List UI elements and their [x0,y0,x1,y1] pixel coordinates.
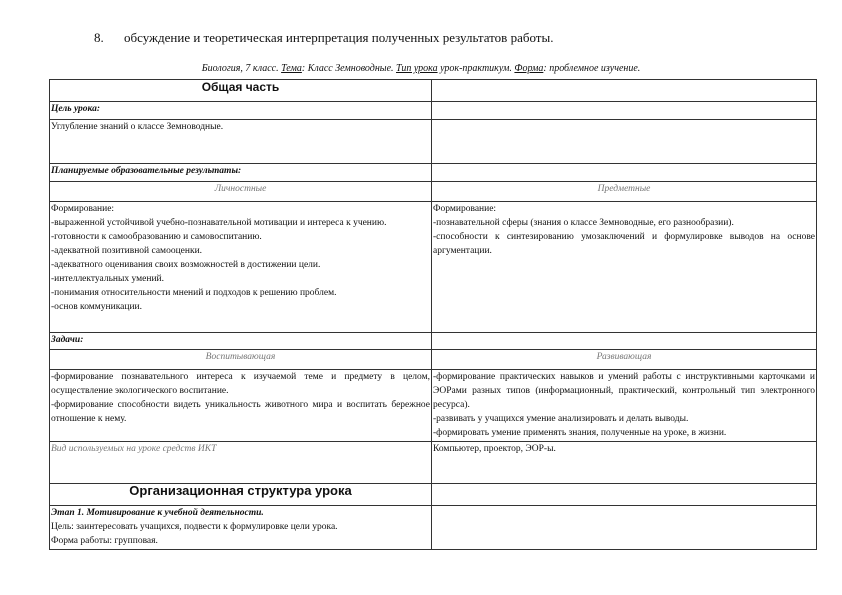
stage1-title: Этап 1. Мотивирование к учебной деятельности. [51,508,264,518]
personal-result-line: -интеллектуальных умений. [51,274,164,284]
caption-type: урок-практикум. [437,63,512,74]
subject-results-header: Предметные [432,182,817,202]
empty-cell [432,164,817,182]
educational-task-line: -формирование способности видеть уникальность животного мира и воспитать бережное отношение к нему. [51,400,430,424]
empty-cell [432,333,817,350]
caption-form-label: Форма [514,63,544,74]
developmental-task-line: -развивать у учащихся умение анализировать и делать выводы. [433,414,689,424]
ict-label: Вид используемых на уроке средств ИКТ [50,442,432,484]
empty-cell [432,80,817,102]
caption-type-label: Тип урока [396,63,438,74]
educational-tasks-header: Воспитывающая [50,350,432,370]
list-item-8 [94,30,553,46]
goal-text: Углубление знаний о классе Земноводные. [50,120,432,164]
personal-results-header: Личностные [50,182,432,202]
personal-results-cell [50,202,432,333]
ict-value: Компьютер, проектор, ЭОР-ы. [432,442,817,484]
list-text: обсуждение и теоретическая интерпретация полученных результатов работы. [124,30,554,45]
goal-label: Цель урока: [50,102,432,120]
subject-results-cell [432,202,817,333]
lesson-plan-table [49,79,817,550]
caption-topic: : Класс Земноводные. [301,63,394,74]
subject-result-line: -способности к синтезированию умозаключений и формулировке выводов на основе аргументации. [433,232,815,256]
subject-result-line: Формирование: [433,204,497,214]
stage1-cell [50,506,432,550]
planned-results-label: Планируемые образовательные результаты: [50,164,432,182]
caption-form: : проблемное изучение. [543,63,641,74]
tasks-label: Задачи: [50,333,432,350]
empty-cell [432,102,817,120]
personal-result-line: -основ коммуникации. [51,302,143,312]
caption-topic-label: Тема [281,63,302,74]
caption-subject: Биология, 7 класс. [201,63,279,74]
personal-result-line: -адекватной позитивной самооценки. [51,246,203,256]
developmental-task-line: -формировать умение применять знания, полученные на уроке, в жизни. [433,428,727,438]
personal-result-line: Формирование: [51,204,115,214]
empty-cell [432,120,817,164]
empty-cell [432,506,817,550]
empty-cell [432,484,817,506]
developmental-tasks-header: Развивающая [432,350,817,370]
lesson-caption [0,63,842,74]
org-structure-header: Организационная структура урока [50,484,432,506]
personal-result-line: -адекватного оценивания своих возможностей в достижении цели. [51,260,321,270]
personal-result-line: -готовности к самообразованию и самовоспитанию. [51,232,262,242]
personal-result-line: -выраженной устойчивой учебно-познавательной мотивации и интереса к учению. [51,218,387,228]
developmental-task-line: -формирование практических навыков и умений работы с инструктивными карточками и ЭОРами разных типов (информационный, практический, контрольный тип электронного ресурса). [433,372,815,410]
stage1-form: Форма работы: групповая. [51,536,158,546]
personal-result-line: -понимания относительности мнений и подходов к решению проблем. [51,288,337,298]
stage1-goal: Цель: заинтересовать учащихся, подвести к формулировке цели урока. [51,522,338,532]
educational-task-line: -формирование познавательного интереса к изучаемой теме и предмету в целом, осуществление экологического воспитание. [51,372,430,396]
general-part-header: Общая часть [50,80,432,102]
educational-tasks-cell [50,370,432,442]
subject-result-line: -познавательной сферы (знания о классе Земноводные, его разнообразии). [433,218,734,228]
list-number: 8. [94,30,104,45]
developmental-tasks-cell [432,370,817,442]
